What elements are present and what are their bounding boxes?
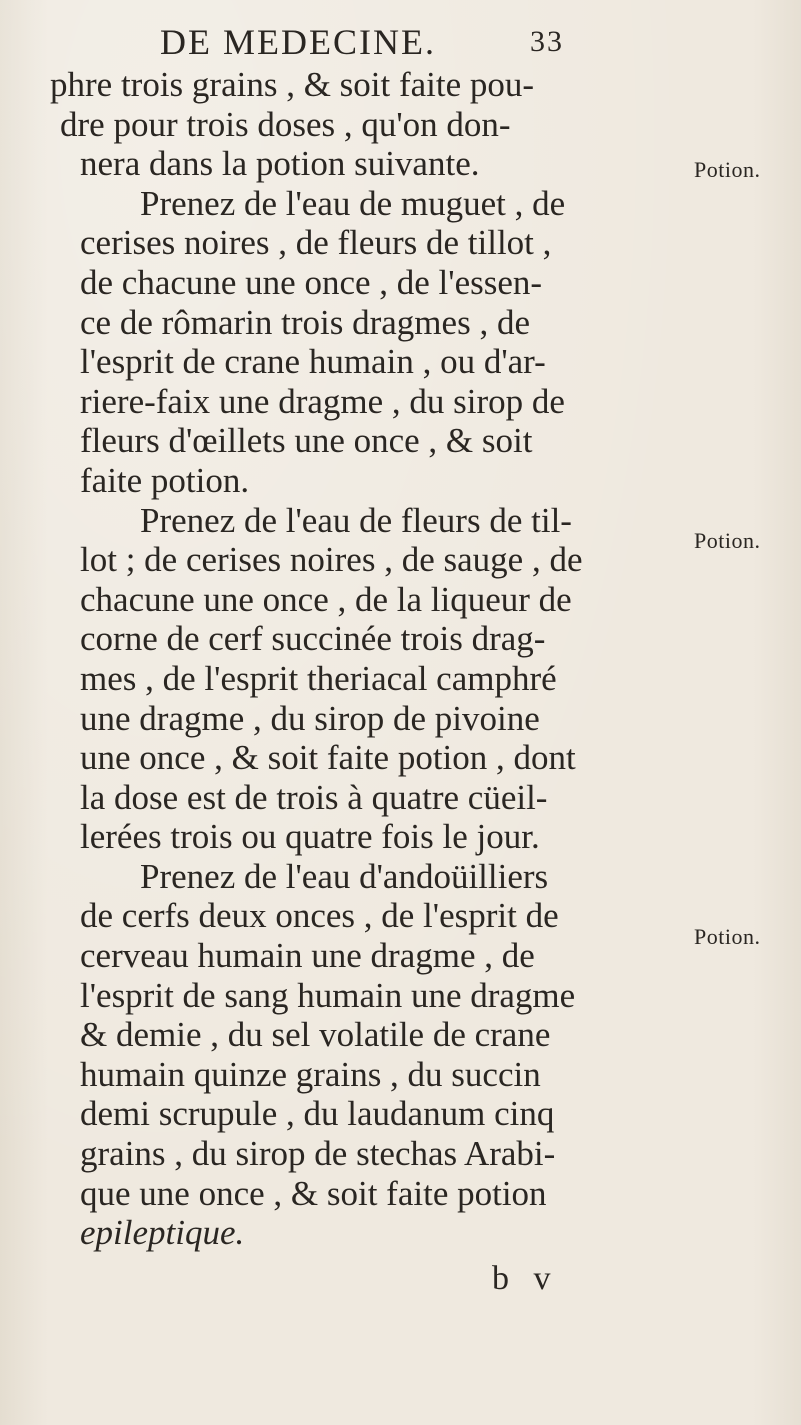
text-line: la dose est de trois à quatre cüeil- xyxy=(80,777,548,817)
text-line: lot ; de cerises noires , de sauge , de xyxy=(80,540,583,580)
text-line: Prenez de l'eau d'andoüilliers xyxy=(140,856,549,896)
text-line: lerées trois ou quatre fois le jour. xyxy=(80,817,540,857)
text-line: chacune une once , de la liqueur de xyxy=(80,579,572,619)
text-line: mes , de l'esprit theriacal camphré xyxy=(80,658,557,698)
text-line: que une once , & soit faite potion xyxy=(80,1173,547,1213)
text-line: & demie , du sel volatile de crane xyxy=(80,1015,551,1055)
text-line: grains , du sirop de stechas Arabi- xyxy=(80,1134,556,1174)
text-line: cerises noires , de fleurs de tillot , xyxy=(80,223,552,263)
text-line: ce de rômarin trois dragmes , de xyxy=(80,302,530,342)
text-line: phre trois grains , & soit faite pou- xyxy=(50,65,535,104)
text-line: une once , & soit faite potion , dont xyxy=(80,738,576,778)
margin-note: Potion. xyxy=(694,528,761,553)
text-line: dre pour trois doses , qu'on don- xyxy=(60,104,511,144)
margin-note: Potion. xyxy=(694,924,761,949)
text-line: corne de cerf succinée trois drag- xyxy=(80,619,546,659)
text-line: faite potion. xyxy=(80,460,250,500)
text-line: une dragme , du sirop de pivoine xyxy=(80,698,540,738)
text-line: cerveau humain une dragme , de xyxy=(80,936,535,976)
text-line: nera dans la potion suivante. xyxy=(80,144,480,184)
text-line: de cerfs deux onces , de l'esprit de xyxy=(80,896,559,936)
page-number: 33 xyxy=(530,25,564,58)
text-line: epileptique. xyxy=(80,1213,245,1253)
text-line: Prenez de l'eau de muguet , de xyxy=(140,183,566,223)
text-line: l'esprit de sang humain une dragme xyxy=(80,975,576,1015)
text-line: de chacune une once , de l'essen- xyxy=(80,262,543,302)
text-line: riere-faix une dragme , du sirop de xyxy=(80,381,565,421)
text-line: l'esprit de crane humain , ou d'ar- xyxy=(80,342,546,382)
text-line: Prenez de l'eau de fleurs de til- xyxy=(140,500,572,540)
text-line: demi scrupule , du laudanum cinq xyxy=(80,1094,555,1134)
text-line: fleurs d'œillets une once , & soit xyxy=(80,421,533,461)
margin-note: Potion. xyxy=(694,157,761,182)
text-line: humain quinze grains , du succin xyxy=(80,1054,541,1094)
signature-mark: b v xyxy=(492,1260,559,1297)
body-text xyxy=(50,65,680,1253)
running-title: DE MEDECINE. xyxy=(160,22,436,62)
